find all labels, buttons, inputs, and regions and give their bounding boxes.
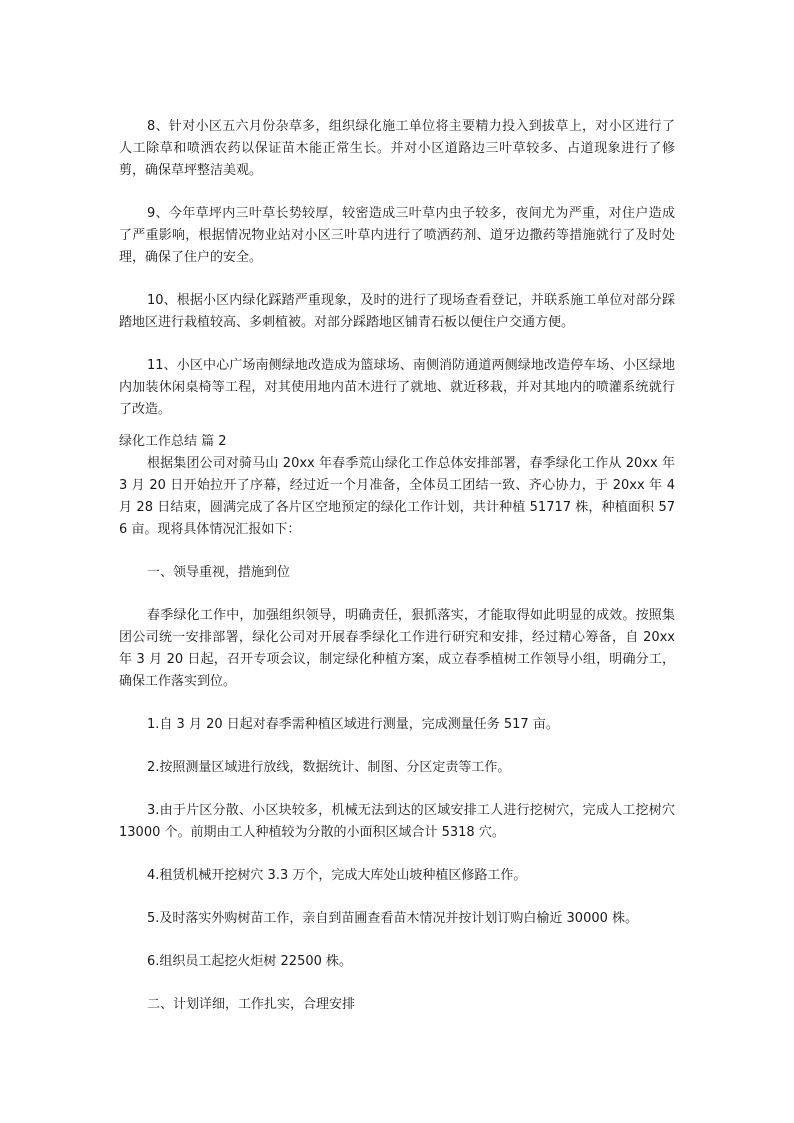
section-title: 绿化工作总结 篇 2 xyxy=(119,434,227,449)
list-item-3: 3.由于片区分散、小区块较多，机械无法到达的区域安排工人进行挖树穴，完成人工挖树穴 13000 个。前期由工人种植较为分散的小面积区域合计 5318 穴。 xyxy=(119,803,675,840)
document-page xyxy=(119,116,675,1016)
list-item-4: 4.租赁机械开挖树穴 3.3 万个，完成大库处山坡种植区修路工作。 xyxy=(147,868,527,883)
leadership-body: 春季绿化工作中，加强组织领导，明确责任，狠抓落实，才能取得如此明显的成效。按照集团公司统一安排部署，绿化公司对开展春季绿化工作进行研究和安排，经过精心筹备，自 20xx 年 3 月 20 日起，召开专项会议，制定绿化种植方案，成立春季植树工作领导小组，明确分工，确保工作落实到位。 xyxy=(119,608,675,689)
paragraph-11: 11、小区中心广场南侧绿地改造成为篮球场、南侧消防通道两侧绿地改造停车场、小区绿地内加装休闲桌椅等工程，对其使用地内苗木进行了就地、就近移栽，并对其地内的喷灌系统就行了改造。 xyxy=(119,358,675,417)
intro-paragraph: 根据集团公司对骑马山 20xx 年春季荒山绿化工作总体安排部署，春季绿化工作从 20xx 年 3 月 20 日开始拉开了序幕，经过近一个月准备，全体员工团结一致、齐心协力，于 20xx 年 4 月 28 日结束，圆满完成了各片区空地预定的绿化工作计划，共计种植 51717 株，种植面积 576 亩。现将具体情况汇报如下： xyxy=(119,456,675,537)
list-item-5: 5.及时落实外购树苗工作，亲自到苗圃查看苗木情况并按计划订购白榆近 30000 株。 xyxy=(147,911,639,926)
list-item-2: 2.按照测量区域进行放线，数据统计、制图、分区定责等工作。 xyxy=(147,760,511,775)
list-item-1: 1.自 3 月 20 日起对春季需种植区域进行测量，完成测量任务 517 亩。 xyxy=(147,717,559,732)
paragraph-8: 8、针对小区五六月份杂草多，组织绿化施工单位将主要精力投入到拔草上，对小区进行了人工除草和喷洒农药以保证苗木能正常生长。并对小区道路边三叶草较多、占道现象进行了修剪，确保草坪整洁美观。 xyxy=(119,119,675,178)
heading-leadership: 一、领导重视，措施到位 xyxy=(147,565,291,580)
heading-planning: 二、计划详细，工作扎实，合理安排 xyxy=(147,997,356,1012)
paragraph-10: 10、根据小区内绿化踩踏严重现象，及时的进行了现场查看登记，并联系施工单位对部分踩踏地区进行栽植较高、多刺植被。对部分踩踏地区铺青石板以便住户交通方便。 xyxy=(119,293,675,330)
list-item-6: 6.组织员工起挖火炬树 22500 株。 xyxy=(147,954,353,969)
paragraph-9: 9、今年草坪内三叶草长势较厚，较密造成三叶草内虫子较多，夜间尤为严重，对住户造成了严重影响，根据情况物业站对小区三叶草内进行了喷洒药剂、道牙边撒药等措施就行了及时处理，确保了住户的安全。 xyxy=(119,206,675,265)
